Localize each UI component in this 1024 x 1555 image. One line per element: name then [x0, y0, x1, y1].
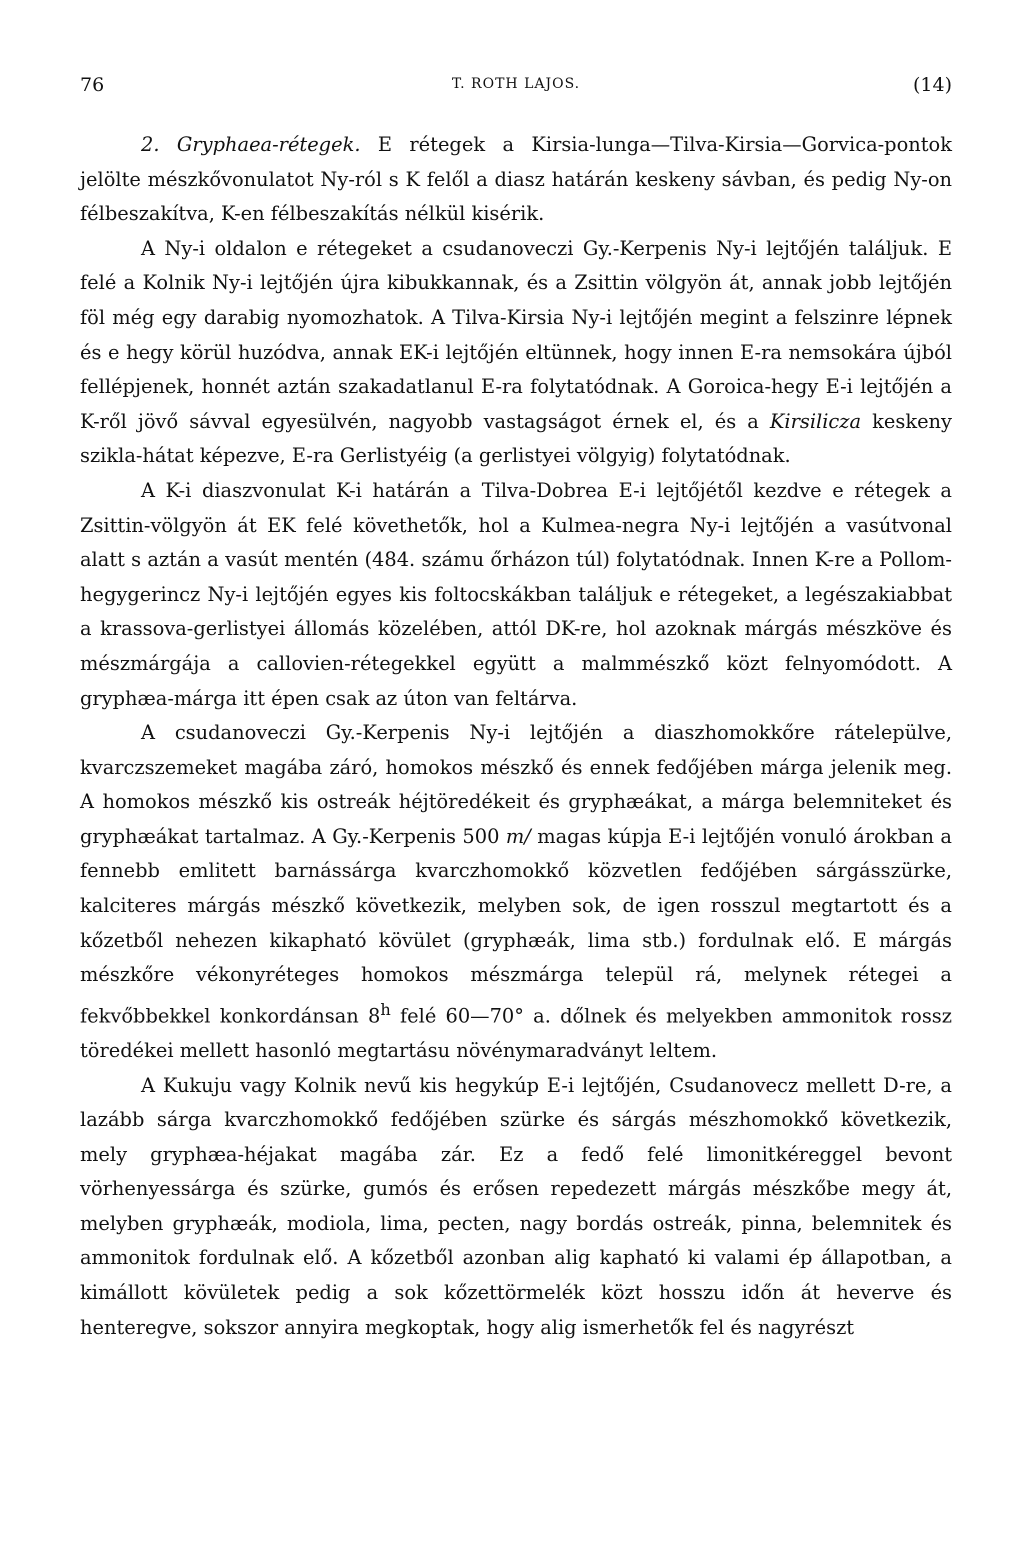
page-number: 76: [80, 74, 105, 96]
hour-superscript: h: [380, 999, 391, 1019]
paragraph-kerpenis: [80, 716, 952, 1068]
paragraph-text-end: felé 60—70° a. dőlnek és melyekben ammonitok rossz töredékei mellett hasonló megtartásu növénymaradványt leltem.: [80, 1004, 952, 1062]
paragraph-kukuju: [80, 1069, 952, 1346]
unit-mark: m/: [505, 824, 531, 848]
paragraph-gryphaea-intro: [80, 128, 952, 232]
paragraph-eastern-range: [80, 474, 952, 716]
book-page: [80, 66, 952, 1345]
section-title: Gryphaea-rétegek.: [176, 133, 361, 156]
paragraph-text: A Ny-i oldalon e rétegeket a csudanoveczi Gy.-Kerpenis Ny-i lejtőjén találjuk. E felé a Kolnik Ny-i lejtőjén újra kibukkannak, és a Zsittin völgyön át, annak jobb lejtőjén föl még egy darabig nyomozhatok. A Tilva-Kirsia Ny-i lejtőjén megint a felszinre lépnek és e hegy körül huzódva, annak EK-i lejtőjén eltünnek, hogy innen E-ra nemsokára újból fellépjenek, honnét aztán szakadatlanul E-ra folytatódnak. A Goroica-hegy E-i lejtőjén a K-ről jövő sávval egyesülvén, nagyobb vastagságot érnek el, és a: [80, 236, 952, 433]
section-number: 2.: [141, 133, 160, 156]
paragraph-text: A Kukuju vagy Kolnik nevű kis hegykúp E-i lejtőjén, Csudanovecz mellett D-re, a lazább sárga kvarczhomokkő fedőjében szürke és sárgás mészhomokkő következik, mely gryphæa-héjakat magába zár. Ez a fedő felé limonitkéreggel bevont vörhenyessárga és szürke, gumós és erősen repedezett márgás mészkőbe megy át, melyben gryphæák, modiola, lima, pecten, nagy bordás ostreák, pinna, belemnitek és ammonitok fordulnak elő. A kőzetből azonban alig kapható ki valami ép állapotban, a kimállott kövületek pedig a sok kőzettörmelék közt hosszu időn át heverve és henteregve, sokszor annyira megkoptak, hogy alig ismerhetők fel és nagyrészt: [80, 1073, 952, 1339]
paragraph-western-side: [80, 232, 952, 474]
paragraph-text-continued: keskeny szikla-hátat képezve, E-ra Gerlistyéig (a gerlistyei völgyig) folytatódnak.: [80, 409, 952, 468]
paragraph-text-continued: magas kúpja E-i lejtőjén vonuló árokban a fennebb emlitett barnássárga kvarczhomokkő közvetlen fedőjében sárgásszürke, kalciteres márgás mészkő következik, melyben sok, de igen rosszul megtartott és a kőzetből nehezen kikapható kövület (gryphæák, lima stb.) fordulnak elő. E márgás mészkőre vékonyréteges homokos mészmárga települ rá, melynek rétegei a fekvőbbekkel konkordánsan 8: [80, 824, 952, 1028]
paragraph-text: A csudanoveczi Gy.-Kerpenis Ny-i lejtőjén a diaszhomokkőre rátelepülve, kvarczszemeket magába záró, homokos mészkő és ennek fedőjében márga jelenik meg. A homokos mészkő kis ostreák héjtöredékeit és gryphæákat, a márga belemniteket és gryphæákat tartalmaz. A Gy.-Kerpenis 500: [80, 721, 952, 848]
running-author: T. ROTH LAJOS.: [451, 76, 581, 92]
paragraph-text: E rétegek a Kirsia-lunga—Tilva-Kirsia—Gorvica-pontok jelölte mészkővonulatot Ny-ról s K felől a diasz határán keskeny sávban, és pedig Ny-on félbeszakítva, K-en félbeszakítás nélkül kisérik.: [80, 133, 952, 226]
article-body: [80, 128, 952, 1345]
place-name-kirsilicza: Kirsilicza: [769, 409, 862, 433]
paragraph-text: A K-i diaszvonulat K-i határán a Tilva-Dobrea E-i lejtőjétől kezdve e rétegek a Zsittin-völgyön át EK felé követhetők, hol a Kulmea-negra Ny-i lejtőjén a vasútvonal alatt s aztán a vasút mentén (484. számu őrházon túl) folytatódnak. Innen K-re a Pollom-hegygerincz Ny-i lejtőjén egyes kis foltocskákban találjuk e rétegeket, a legészakiabbat a krassova-gerlistyei állomás közelében, attól DK-re, hol azoknak márgás mészköve és mészmárgája a callovien-rétegekkel együtt a malmmészkő közt felnyomódott. A gryphæa-márga itt épen csak az úton van feltárva.: [80, 478, 952, 710]
section-reference: (14): [912, 74, 952, 96]
running-header: [80, 66, 952, 96]
